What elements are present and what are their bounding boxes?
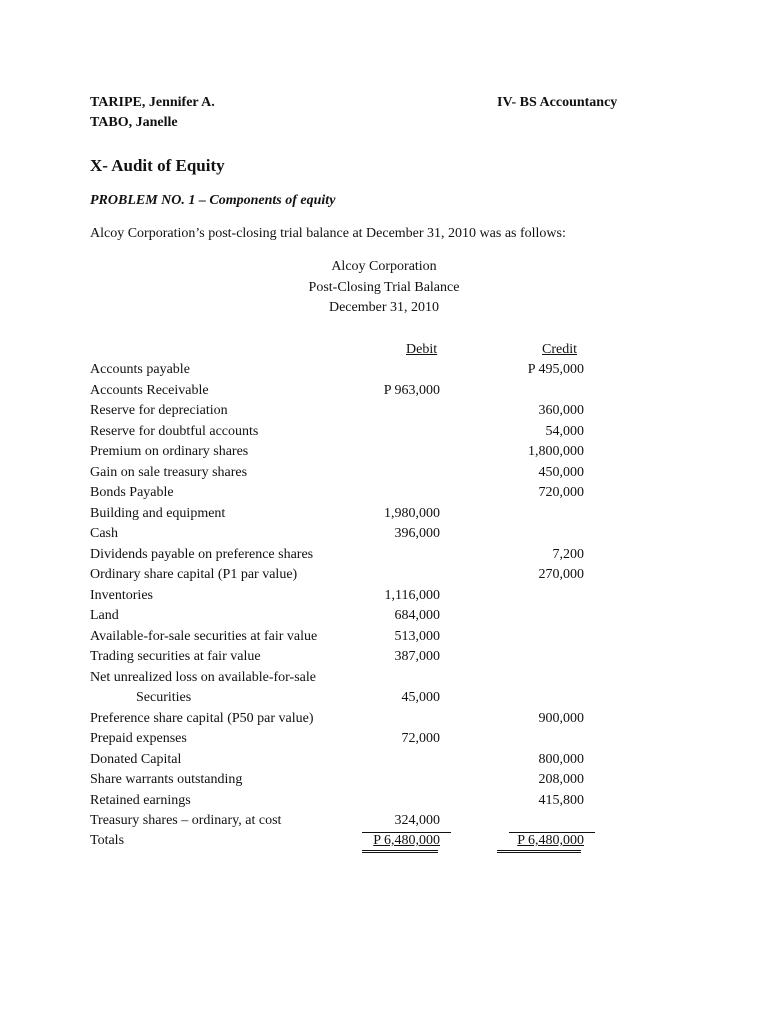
table-row bbox=[0, 547, 768, 567]
account-name: Treasury shares – ordinary, at cost bbox=[90, 813, 282, 828]
debit-amount: 1,116,000 bbox=[384, 587, 440, 603]
table-row bbox=[0, 567, 768, 587]
credit-amount: 54,000 bbox=[545, 423, 584, 439]
account-name: Share warrants outstanding bbox=[90, 772, 243, 787]
author-name-1: TARIPE, Jennifer A. bbox=[90, 95, 215, 110]
totals-label: Totals bbox=[90, 833, 125, 848]
account-name: Available-for-sale securities at fair value bbox=[90, 628, 318, 644]
table-row bbox=[0, 465, 768, 485]
table-row bbox=[0, 670, 768, 690]
debit-amount: 72,000 bbox=[401, 731, 440, 746]
totals-debit: P 6,480,000 bbox=[373, 833, 440, 848]
table-row bbox=[0, 752, 768, 772]
section-title: X- Audit of Equity bbox=[90, 156, 225, 175]
account-name: Cash bbox=[90, 526, 118, 541]
credit-amount: 360,000 bbox=[538, 403, 584, 418]
totals-credit: P 6,480,000 bbox=[517, 833, 584, 848]
account-name: Retained earnings bbox=[90, 792, 191, 808]
account-name: Net unrealized loss on available-for-sale bbox=[90, 669, 316, 685]
table-row bbox=[0, 444, 768, 464]
table-row bbox=[0, 485, 768, 505]
table-row bbox=[0, 403, 768, 423]
account-name: Reserve for depreciation bbox=[90, 403, 228, 418]
table-row bbox=[0, 383, 768, 403]
debit-header: Debit bbox=[406, 342, 438, 357]
statement-title: Post-Closing Trial Balance bbox=[308, 280, 460, 295]
debit-amount: P 963,000 bbox=[383, 382, 440, 398]
account-name: Ordinary share capital (P1 par value) bbox=[90, 567, 298, 582]
account-name: Reserve for doubtful accounts bbox=[90, 423, 259, 439]
intro-paragraph: Alcoy Corporation’s post-closing trial balance at December 31, 2010 was as follows: bbox=[90, 226, 566, 241]
debit-amount: 684,000 bbox=[394, 608, 440, 623]
account-name: Dividends payable on preference shares bbox=[90, 546, 314, 562]
debit-amount: 324,000 bbox=[394, 813, 440, 828]
credit-header: Credit bbox=[542, 342, 577, 357]
problem-title: PROBLEM NO. 1 – Components of equity bbox=[90, 193, 336, 208]
credit-amount: 1,800,000 bbox=[528, 444, 584, 459]
account-name: Securities bbox=[136, 690, 192, 705]
credit-amount: 720,000 bbox=[538, 485, 584, 500]
account-name: Premium on ordinary shares bbox=[90, 444, 249, 459]
account-name: Building and equipment bbox=[90, 505, 226, 521]
table-row bbox=[0, 813, 768, 833]
statement-date: December 31, 2010 bbox=[328, 300, 440, 315]
debit-amount: 45,000 bbox=[401, 690, 440, 705]
credit-amount: 208,000 bbox=[538, 772, 584, 787]
account-name: Accounts Receivable bbox=[90, 382, 209, 398]
table-row bbox=[0, 588, 768, 608]
credit-total-double-rule bbox=[497, 850, 581, 853]
account-name: Land bbox=[90, 608, 119, 623]
credit-amount: P 495,000 bbox=[527, 362, 584, 377]
credit-amount: 415,800 bbox=[538, 792, 584, 808]
debit-amount: 387,000 bbox=[394, 649, 440, 664]
table-row bbox=[0, 690, 768, 710]
credit-amount: 7,200 bbox=[552, 546, 584, 562]
account-name: Inventories bbox=[90, 587, 153, 603]
account-name: Donated Capital bbox=[90, 751, 182, 767]
table-row bbox=[0, 649, 768, 669]
debit-total-double-rule bbox=[362, 850, 438, 853]
table-row bbox=[0, 526, 768, 546]
account-name: Trading securities at fair value bbox=[90, 649, 261, 664]
debit-amount: 396,000 bbox=[394, 526, 440, 541]
credit-amount: 800,000 bbox=[538, 751, 584, 767]
table-row bbox=[0, 629, 768, 649]
debit-amount: 1,980,000 bbox=[384, 505, 440, 521]
account-name: Prepaid expenses bbox=[90, 731, 187, 746]
table-row bbox=[0, 424, 768, 444]
account-name: Accounts payable bbox=[90, 362, 190, 377]
author-name-2: TABO, Janelle bbox=[90, 115, 178, 130]
table-row bbox=[0, 793, 768, 813]
account-name: Bonds Payable bbox=[90, 485, 174, 500]
table-row bbox=[0, 711, 768, 731]
table-row bbox=[0, 506, 768, 526]
table-row bbox=[0, 608, 768, 628]
statement-company: Alcoy Corporation bbox=[331, 259, 437, 274]
account-name: Gain on sale treasury shares bbox=[90, 464, 248, 480]
table-row bbox=[0, 731, 768, 751]
table-row bbox=[0, 362, 768, 382]
table-row bbox=[0, 772, 768, 792]
course-label: IV- BS Accountancy bbox=[497, 95, 618, 110]
credit-amount: 900,000 bbox=[538, 710, 584, 726]
account-name: Preference share capital (P50 par value) bbox=[90, 710, 314, 726]
credit-amount: 450,000 bbox=[538, 464, 584, 480]
debit-amount: 513,000 bbox=[394, 628, 440, 644]
credit-amount: 270,000 bbox=[538, 567, 584, 582]
